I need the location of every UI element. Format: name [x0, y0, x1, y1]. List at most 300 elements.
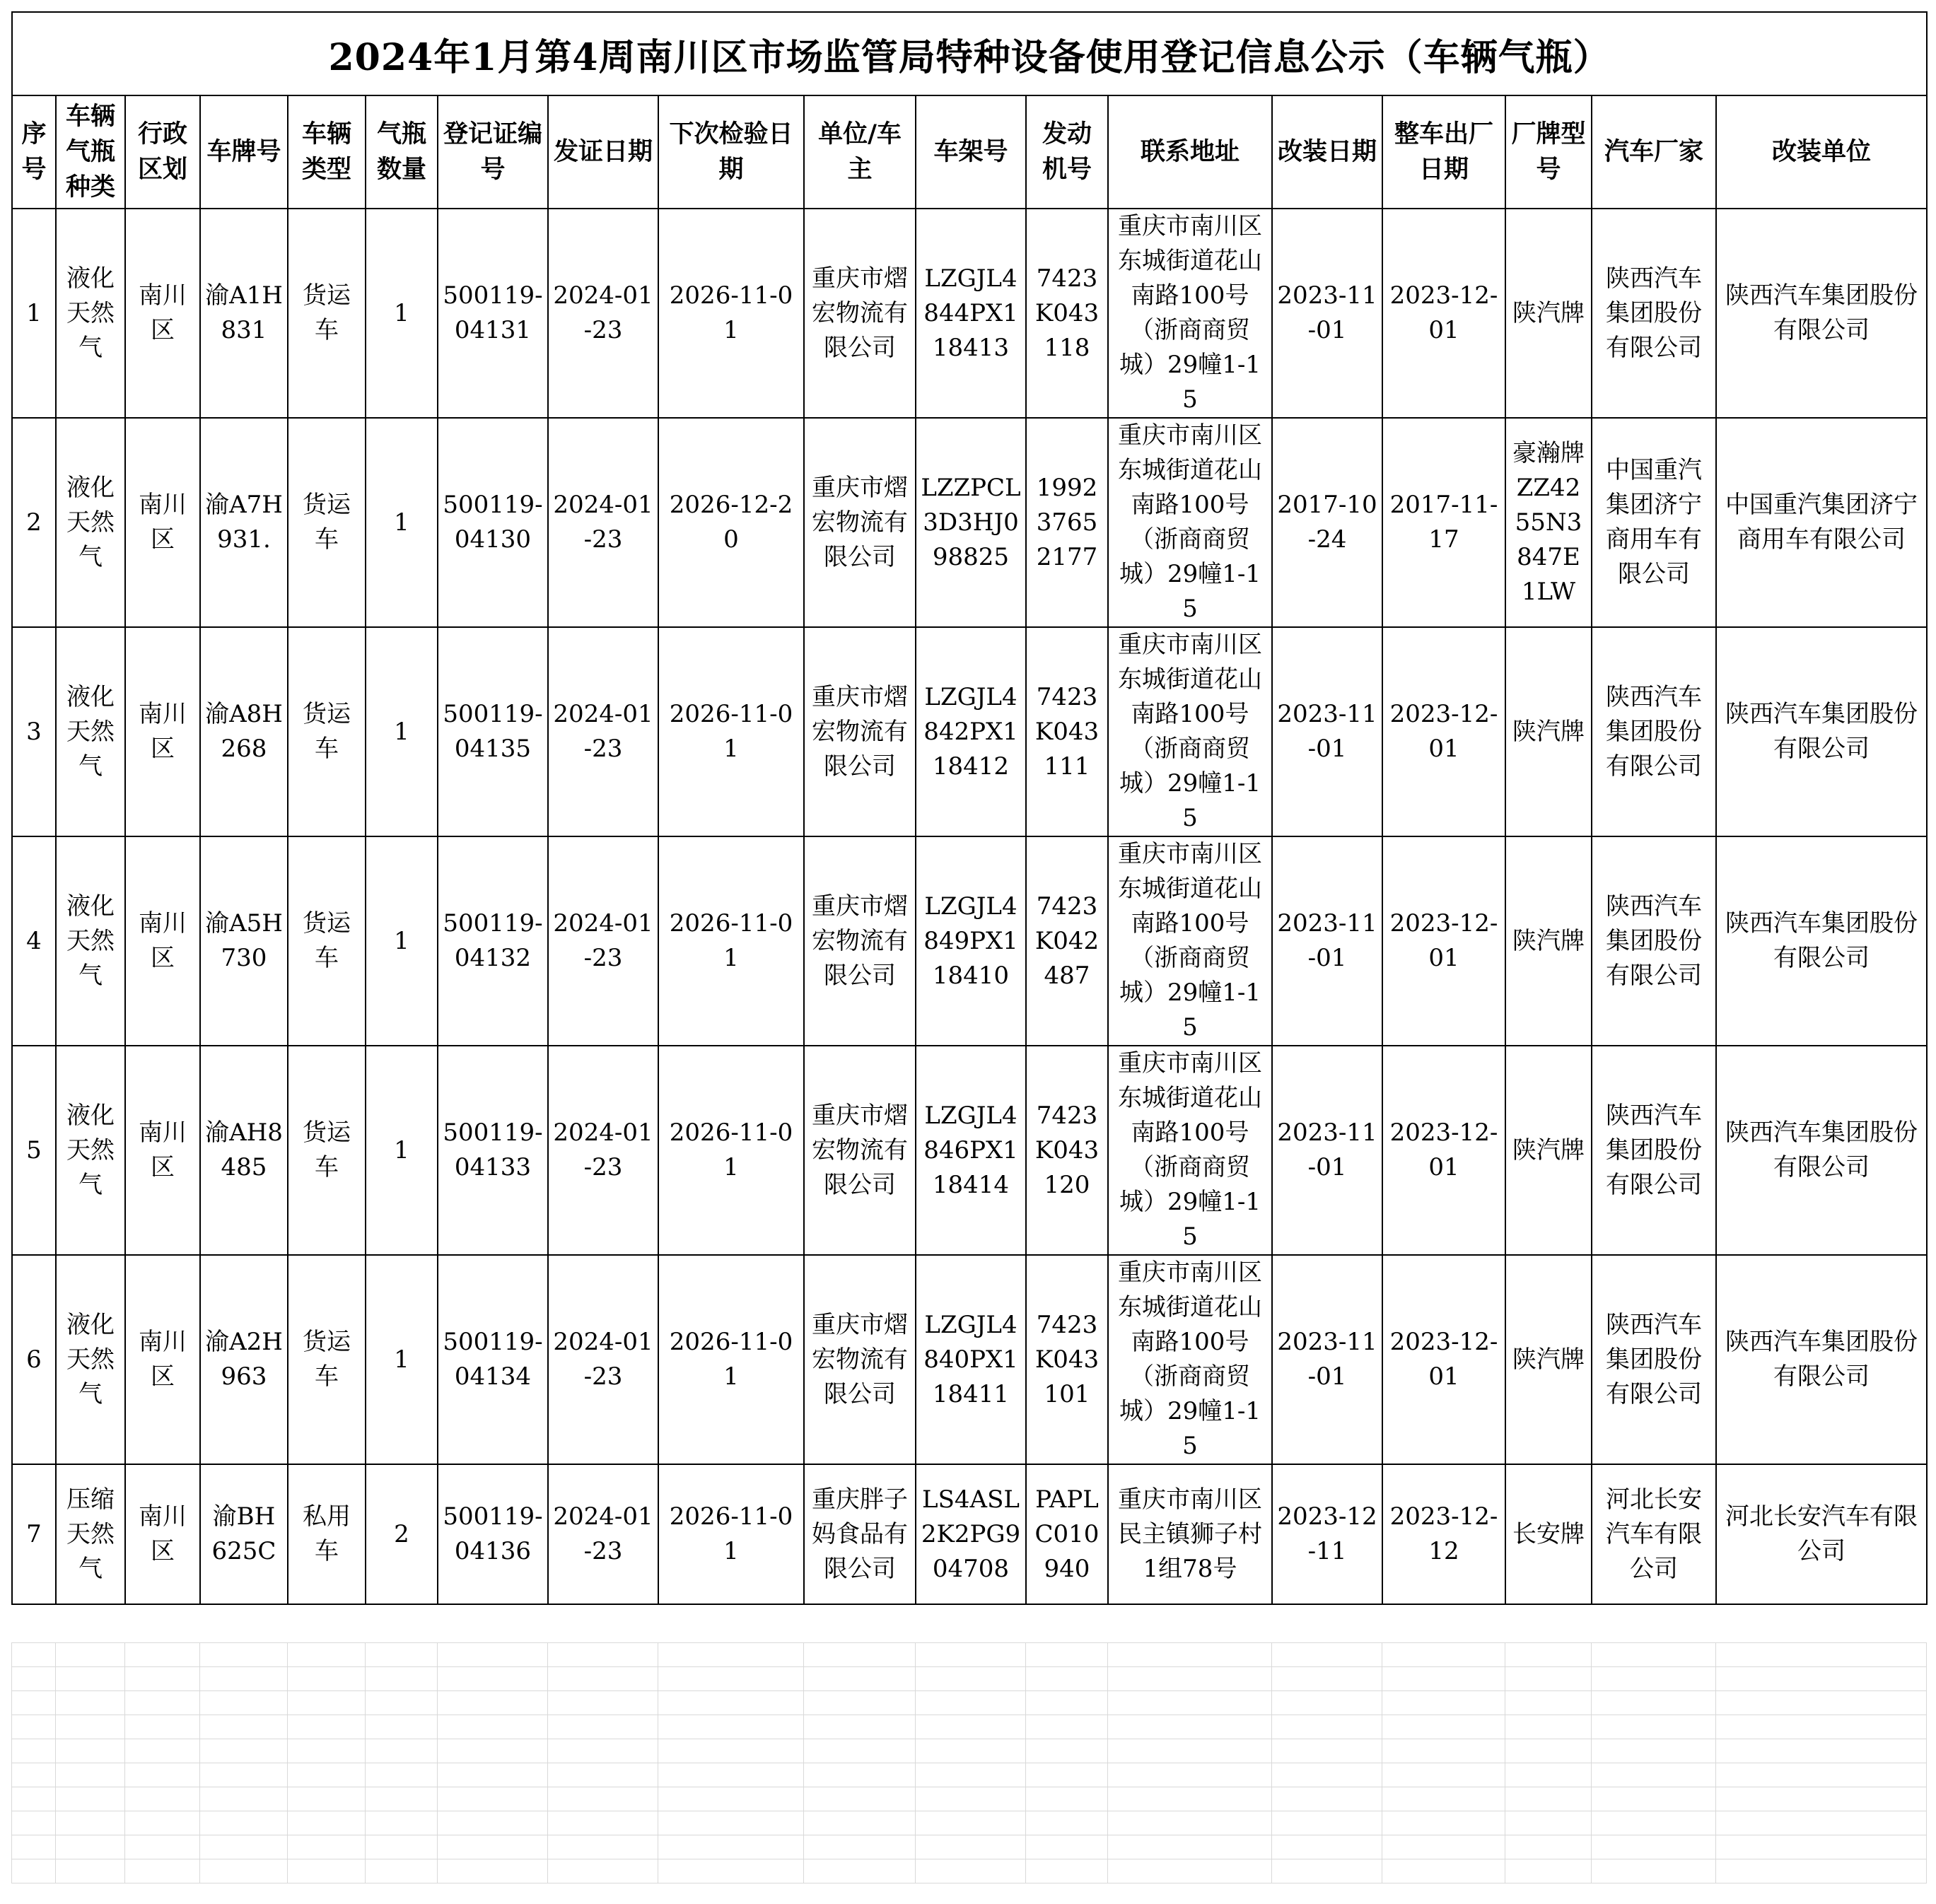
table-cell: 2023-12-01 [1382, 1046, 1505, 1255]
grid-row [12, 1835, 1927, 1859]
grid-row [12, 1667, 1927, 1691]
grid-cell [288, 1859, 366, 1883]
table-cell: 500119-04135 [438, 627, 548, 836]
table-cell: 液化天然气 [56, 1255, 125, 1464]
grid-cell [1505, 1739, 1592, 1763]
table-cell: 2023-12-01 [1382, 1255, 1505, 1464]
grid-row [12, 1691, 1927, 1715]
table-cell: 500119-04131 [438, 209, 548, 418]
grid-cell [548, 1691, 658, 1715]
col-header: 单位/车主 [804, 95, 916, 209]
grid-cell [12, 1667, 56, 1691]
table-cell: 2026-11-01 [658, 1255, 804, 1464]
table-cell: 2026-11-01 [658, 209, 804, 418]
grid-cell [804, 1763, 916, 1787]
grid-cell [548, 1763, 658, 1787]
grid-cell [1592, 1859, 1716, 1883]
table-cell: 500119-04133 [438, 1046, 548, 1255]
grid-cell [548, 1643, 658, 1667]
table-cell: 重庆市南川区东城街道花山南路100号（浙商商贸城）29幢1-15 [1108, 1046, 1272, 1255]
grid-cell [804, 1835, 916, 1859]
grid-cell [1108, 1667, 1272, 1691]
grid-cell [916, 1715, 1026, 1739]
col-header: 车牌号 [200, 95, 288, 209]
grid-cell [1505, 1643, 1592, 1667]
col-header: 改装日期 [1272, 95, 1382, 209]
grid-cell [1592, 1739, 1716, 1763]
table-row [12, 627, 1927, 836]
grid-cell [1592, 1787, 1716, 1811]
grid-cell [658, 1835, 804, 1859]
grid-cell [658, 1715, 804, 1739]
col-header: 车辆类型 [288, 95, 366, 209]
grid-cell [1505, 1811, 1592, 1835]
grid-cell [200, 1691, 288, 1715]
grid-cell [56, 1811, 125, 1835]
table-cell: 2023-12-12 [1382, 1464, 1505, 1604]
col-header: 整车出厂日期 [1382, 95, 1505, 209]
grid-cell [366, 1763, 438, 1787]
table-cell: 中国重汽集团济宁商用车有限公司 [1716, 418, 1927, 627]
grid-cell [1505, 1691, 1592, 1715]
grid-cell [438, 1835, 548, 1859]
grid-cell [1716, 1811, 1927, 1835]
grid-cell [1716, 1691, 1927, 1715]
grid-cell [438, 1691, 548, 1715]
grid-cell [125, 1643, 200, 1667]
grid-cell [1382, 1787, 1505, 1811]
grid-cell [804, 1859, 916, 1883]
grid-cell [548, 1739, 658, 1763]
grid-cell [916, 1787, 1026, 1811]
grid-cell [548, 1667, 658, 1691]
table-row [12, 1255, 1927, 1464]
table-cell: LZGJL4842PX118412 [916, 627, 1026, 836]
grid-cell [1716, 1739, 1927, 1763]
grid-cell [12, 1763, 56, 1787]
table-cell: 陕汽牌 [1505, 1046, 1592, 1255]
table-cell: 货运车 [288, 209, 366, 418]
grid-cell [125, 1691, 200, 1715]
grid-cell [200, 1715, 288, 1739]
grid-row [12, 1859, 1927, 1883]
table-cell: 液化天然气 [56, 209, 125, 418]
grid-cell [288, 1811, 366, 1835]
grid-cell [366, 1691, 438, 1715]
grid-cell [1592, 1715, 1716, 1739]
grid-cell [658, 1667, 804, 1691]
grid-cell [1108, 1691, 1272, 1715]
grid-cell [12, 1835, 56, 1859]
grid-cell [1272, 1739, 1382, 1763]
table-cell: 渝BH625C [200, 1464, 288, 1604]
grid-cell [125, 1667, 200, 1691]
grid-cell [1026, 1667, 1108, 1691]
grid-cell [658, 1859, 804, 1883]
table-cell: 陕西汽车集团股份有限公司 [1716, 836, 1927, 1046]
grid-cell [12, 1739, 56, 1763]
table-cell: 2026-11-01 [658, 1046, 804, 1255]
table-cell: 5 [12, 1046, 56, 1255]
grid-cell [288, 1835, 366, 1859]
grid-cell [548, 1811, 658, 1835]
table-cell: 重庆市南川区东城街道花山南路100号（浙商商贸城）29幢1-15 [1108, 418, 1272, 627]
table-cell: 南川区 [125, 1464, 200, 1604]
grid-cell [1272, 1643, 1382, 1667]
col-header: 车辆气瓶种类 [56, 95, 125, 209]
grid-cell [1382, 1715, 1505, 1739]
grid-cell [366, 1787, 438, 1811]
table-cell: 1 [12, 209, 56, 418]
grid-cell [200, 1667, 288, 1691]
grid-cell [1716, 1763, 1927, 1787]
table-cell: 7423K043118 [1026, 209, 1108, 418]
grid-cell [548, 1835, 658, 1859]
grid-cell [1026, 1787, 1108, 1811]
table-cell: 渝A8H268 [200, 627, 288, 836]
col-header: 联系地址 [1108, 95, 1272, 209]
table-cell: 2024-01-23 [548, 836, 658, 1046]
grid-cell [1108, 1811, 1272, 1835]
grid-cell [12, 1811, 56, 1835]
table-cell: 2023-12-11 [1272, 1464, 1382, 1604]
grid-cell [658, 1811, 804, 1835]
table-cell: 液化天然气 [56, 418, 125, 627]
table-cell: 2 [366, 1464, 438, 1604]
grid-cell [658, 1691, 804, 1715]
grid-cell [12, 1643, 56, 1667]
table-cell: 重庆市南川区东城街道花山南路100号（浙商商贸城）29幢1-15 [1108, 627, 1272, 836]
grid-cell [288, 1739, 366, 1763]
grid-cell [1505, 1715, 1592, 1739]
grid-cell [1592, 1811, 1716, 1835]
table-cell: 7423K043120 [1026, 1046, 1108, 1255]
table-cell: 2023-12-01 [1382, 209, 1505, 418]
grid-cell [56, 1643, 125, 1667]
table-cell: 陕汽牌 [1505, 627, 1592, 836]
table-cell: 长安牌 [1505, 1464, 1592, 1604]
table-cell: 私用车 [288, 1464, 366, 1604]
table-cell: 2023-11-01 [1272, 1046, 1382, 1255]
grid-cell [56, 1667, 125, 1691]
grid-cell [804, 1739, 916, 1763]
table-cell: 陕西汽车集团股份有限公司 [1592, 627, 1716, 836]
table-cell: LZGJL4840PX118411 [916, 1255, 1026, 1464]
table-cell: 2024-01-23 [548, 627, 658, 836]
grid-cell [916, 1691, 1026, 1715]
grid-cell [366, 1811, 438, 1835]
table-cell: 中国重汽集团济宁商用车有限公司 [1592, 418, 1716, 627]
table-cell: 6 [12, 1255, 56, 1464]
table-cell: 陕西汽车集团股份有限公司 [1716, 209, 1927, 418]
page-title: 2024年1月第4周南川区市场监管局特种设备使用登记信息公示（车辆气瓶） [12, 12, 1927, 95]
col-header: 发证日期 [548, 95, 658, 209]
table-cell: 渝A1H831 [200, 209, 288, 418]
table-cell: 货运车 [288, 627, 366, 836]
grid-cell [1026, 1835, 1108, 1859]
table-cell: 压缩天然气 [56, 1464, 125, 1604]
table-cell: 7423K043101 [1026, 1255, 1108, 1464]
grid-cell [1716, 1787, 1927, 1811]
table-cell: 陕西汽车集团股份有限公司 [1716, 1046, 1927, 1255]
table-cell: 南川区 [125, 418, 200, 627]
grid-cell [548, 1787, 658, 1811]
grid-cell [804, 1787, 916, 1811]
grid-cell [1505, 1835, 1592, 1859]
col-header: 汽车厂家 [1592, 95, 1716, 209]
table-cell: 河北长安汽车有限公司 [1592, 1464, 1716, 1604]
table-cell: 1 [366, 418, 438, 627]
table-cell: 南川区 [125, 627, 200, 836]
grid-cell [1592, 1643, 1716, 1667]
grid-row [12, 1739, 1927, 1763]
grid-cell [1026, 1739, 1108, 1763]
table-cell: 7423K043111 [1026, 627, 1108, 836]
table-cell: 2023-12-01 [1382, 836, 1505, 1046]
table-cell: 500119-04134 [438, 1255, 548, 1464]
grid-cell [916, 1811, 1026, 1835]
table-cell: 重庆市熠宏物流有限公司 [804, 418, 916, 627]
header-row [12, 95, 1927, 209]
grid-cell [916, 1739, 1026, 1763]
table-cell: 陕西汽车集团股份有限公司 [1592, 1046, 1716, 1255]
table-cell: 重庆市南川区东城街道花山南路100号（浙商商贸城）29幢1-15 [1108, 836, 1272, 1046]
grid-cell [200, 1811, 288, 1835]
table-cell: 1 [366, 627, 438, 836]
grid-cell [1108, 1715, 1272, 1739]
table-cell: 南川区 [125, 1046, 200, 1255]
table-cell: 重庆市南川区民主镇狮子村1组78号 [1108, 1464, 1272, 1604]
table-row [12, 1046, 1927, 1255]
grid-cell [548, 1859, 658, 1883]
grid-cell [288, 1787, 366, 1811]
grid-cell [1716, 1643, 1927, 1667]
table-cell: 货运车 [288, 1255, 366, 1464]
table-cell: LZGJL4849PX118410 [916, 836, 1026, 1046]
table-cell: 渝AH8485 [200, 1046, 288, 1255]
table-cell: 陕西汽车集团股份有限公司 [1716, 1255, 1927, 1464]
table-cell: 渝A5H730 [200, 836, 288, 1046]
grid-cell [1382, 1667, 1505, 1691]
table-cell: 货运车 [288, 418, 366, 627]
grid-cell [125, 1859, 200, 1883]
grid-cell [1382, 1643, 1505, 1667]
grid-cell [916, 1667, 1026, 1691]
table-row [12, 836, 1927, 1046]
grid-cell [1592, 1763, 1716, 1787]
grid-cell [916, 1859, 1026, 1883]
table-cell: 渝A2H963 [200, 1255, 288, 1464]
grid-cell [1026, 1811, 1108, 1835]
col-header: 改装单位 [1716, 95, 1927, 209]
grid-cell [56, 1787, 125, 1811]
grid-cell [125, 1811, 200, 1835]
grid-cell [1505, 1763, 1592, 1787]
grid-cell [1272, 1667, 1382, 1691]
table-row [12, 1464, 1927, 1604]
table-cell: 2023-11-01 [1272, 209, 1382, 418]
grid-cell [438, 1643, 548, 1667]
grid-cell [1026, 1691, 1108, 1715]
grid-cell [658, 1763, 804, 1787]
grid-cell [366, 1859, 438, 1883]
table-cell: LZGJL4844PX118413 [916, 209, 1026, 418]
grid-cell [56, 1859, 125, 1883]
table-cell: 2023-12-01 [1382, 627, 1505, 836]
grid-cell [1272, 1787, 1382, 1811]
grid-cell [1382, 1739, 1505, 1763]
table-cell: PAPLC010940 [1026, 1464, 1108, 1604]
grid-cell [200, 1643, 288, 1667]
grid-cell [366, 1667, 438, 1691]
grid-cell [1026, 1763, 1108, 1787]
grid-cell [1108, 1859, 1272, 1883]
table-cell: 南川区 [125, 836, 200, 1046]
col-header: 发动机号 [1026, 95, 1108, 209]
col-header: 车架号 [916, 95, 1026, 209]
table-cell: 陕汽牌 [1505, 836, 1592, 1046]
table-cell: 2024-01-23 [548, 1046, 658, 1255]
grid-cell [438, 1811, 548, 1835]
grid-cell [288, 1667, 366, 1691]
grid-cell [1592, 1667, 1716, 1691]
grid-cell [1505, 1859, 1592, 1883]
table-cell: 500119-04130 [438, 418, 548, 627]
table-cell: 1 [366, 1255, 438, 1464]
empty-sheet-grid [11, 1642, 1926, 1894]
grid-cell [916, 1643, 1026, 1667]
table-cell: 南川区 [125, 209, 200, 418]
grid-cell [125, 1763, 200, 1787]
table-cell: 7 [12, 1464, 56, 1604]
table-cell: 2024-01-23 [548, 1464, 658, 1604]
grid-row [12, 1643, 1927, 1667]
table-cell: 陕汽牌 [1505, 209, 1592, 418]
grid-cell [1382, 1763, 1505, 1787]
grid-cell [1382, 1811, 1505, 1835]
table-cell: 液化天然气 [56, 836, 125, 1046]
grid-cell [916, 1835, 1026, 1859]
document-sheet [11, 11, 1926, 1605]
grid-cell [200, 1787, 288, 1811]
table-cell: 河北长安汽车有限公司 [1716, 1464, 1927, 1604]
table-cell: 豪瀚牌ZZ4255N3847E1LW [1505, 418, 1592, 627]
table-cell: 2017-10-24 [1272, 418, 1382, 627]
grid-cell [288, 1643, 366, 1667]
table-cell: 货运车 [288, 1046, 366, 1255]
table-cell: 重庆市熠宏物流有限公司 [804, 209, 916, 418]
grid-cell [366, 1715, 438, 1739]
grid-cell [1382, 1691, 1505, 1715]
table-cell: 重庆市熠宏物流有限公司 [804, 836, 916, 1046]
table-cell: 2024-01-23 [548, 1255, 658, 1464]
table-cell: 渝A7H931. [200, 418, 288, 627]
table-cell: 重庆市南川区东城街道花山南路100号（浙商商贸城）29幢1-15 [1108, 1255, 1272, 1464]
table-cell: 陕西汽车集团股份有限公司 [1592, 1255, 1716, 1464]
table-cell: 2026-11-01 [658, 836, 804, 1046]
grid-cell [804, 1715, 916, 1739]
grid-cell [56, 1835, 125, 1859]
grid-cell [56, 1739, 125, 1763]
table-cell: LZGJL4846PX118414 [916, 1046, 1026, 1255]
table-cell: LS4ASL2K2PG904708 [916, 1464, 1026, 1604]
table-cell: 重庆市南川区东城街道花山南路100号（浙商商贸城）29幢1-15 [1108, 209, 1272, 418]
col-header: 气瓶数量 [366, 95, 438, 209]
grid-cell [1108, 1643, 1272, 1667]
table-cell: 1 [366, 209, 438, 418]
grid-cell [1108, 1835, 1272, 1859]
grid-cell [288, 1715, 366, 1739]
grid-cell [200, 1763, 288, 1787]
table-cell: 重庆市熠宏物流有限公司 [804, 1046, 916, 1255]
grid-cell [1272, 1691, 1382, 1715]
grid-cell [1026, 1643, 1108, 1667]
grid-cell [1026, 1715, 1108, 1739]
grid-cell [916, 1763, 1026, 1787]
grid-cell [1026, 1859, 1108, 1883]
col-header: 序号 [12, 95, 56, 209]
grid-cell [1272, 1835, 1382, 1859]
grid-cell [125, 1739, 200, 1763]
table-cell: 重庆市熠宏物流有限公司 [804, 627, 916, 836]
grid-cell [125, 1715, 200, 1739]
table-cell: 2 [12, 418, 56, 627]
table-cell: 500119-04132 [438, 836, 548, 1046]
grid-cell [1592, 1835, 1716, 1859]
table-row [12, 209, 1927, 418]
grid-cell [438, 1763, 548, 1787]
grid-cell [658, 1787, 804, 1811]
grid-cell [200, 1859, 288, 1883]
grid-cell [125, 1787, 200, 1811]
table-cell: 陕西汽车集团股份有限公司 [1592, 836, 1716, 1046]
grid-cell [200, 1835, 288, 1859]
table-cell: 2026-11-01 [658, 1464, 804, 1604]
table-cell: 7423K042487 [1026, 836, 1108, 1046]
grid-cell [1716, 1715, 1927, 1739]
grid-cell [1592, 1691, 1716, 1715]
grid-cell [658, 1739, 804, 1763]
table-cell: 199237652177 [1026, 418, 1108, 627]
grid-row [12, 1763, 1927, 1787]
table-cell: 陕西汽车集团股份有限公司 [1592, 209, 1716, 418]
table-cell: 液化天然气 [56, 1046, 125, 1255]
grid-cell [288, 1763, 366, 1787]
grid-cell [288, 1691, 366, 1715]
grid-cell [12, 1859, 56, 1883]
grid-cell [12, 1691, 56, 1715]
table-cell: 1 [366, 836, 438, 1046]
grid-cell [804, 1811, 916, 1835]
table-cell: 4 [12, 836, 56, 1046]
grid-cell [56, 1691, 125, 1715]
table-cell: 1 [366, 1046, 438, 1255]
grid-cell [438, 1859, 548, 1883]
table-cell: 2024-01-23 [548, 209, 658, 418]
grid-cell [804, 1691, 916, 1715]
grid-cell [1505, 1667, 1592, 1691]
table-cell: 2023-11-01 [1272, 1255, 1382, 1464]
table-cell: 陕西汽车集团股份有限公司 [1716, 627, 1927, 836]
grid-row [12, 1715, 1927, 1739]
table-cell: 货运车 [288, 836, 366, 1046]
col-header: 行政区划 [125, 95, 200, 209]
grid-cell [1716, 1859, 1927, 1883]
grid-cell [366, 1739, 438, 1763]
grid-cell [438, 1787, 548, 1811]
table-cell: 2017-11-17 [1382, 418, 1505, 627]
col-header: 登记证编号 [438, 95, 548, 209]
